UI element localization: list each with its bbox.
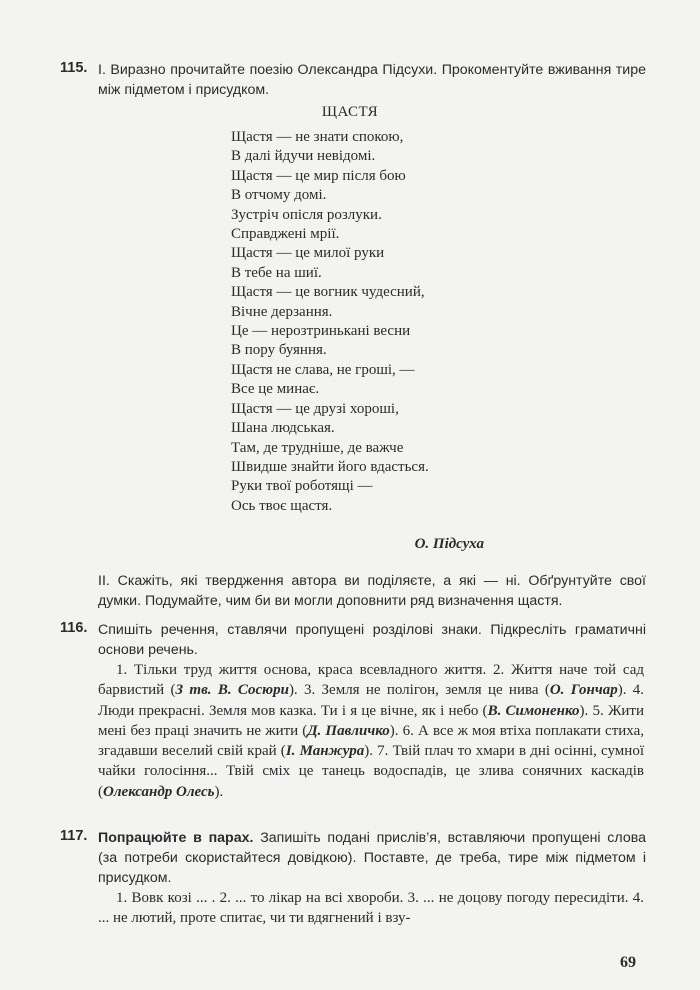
exercise-number: 115.	[60, 60, 88, 76]
exercise-instruction	[98, 828, 646, 888]
exercise-instruction: Спишіть речення, ставлячи пропущені розділові знаки. Підкресліть граматичні основи речень.	[98, 622, 646, 658]
exercise-instruction: І. Виразно прочитайте поезію Олександра Підсухи. Прокоментуйте вживання тире між підметом і присудком.	[98, 62, 646, 98]
sentence-text: ).	[214, 783, 224, 800]
citation-author: В. Симоненко	[487, 702, 580, 719]
citation-author: Олександр Олесь	[103, 783, 215, 800]
poem-line: В отчому домі.	[231, 187, 327, 204]
poem-line: Щастя — це мир після бою	[231, 167, 406, 184]
exercise-116-sentences	[98, 660, 644, 802]
exercise-117-proverbs: 1. Вовк козі ... . 2. ... то лікар на всі хвороби. 3. ... не доцову погоду пересидіти. 4. ... не лютий, проте спитає, чи ти вдягнений і взу-	[98, 890, 644, 927]
exercise-number: 116.	[60, 620, 88, 636]
poem-line: Це — нерозтринькані весни	[231, 323, 411, 340]
poem-line: Щастя — не знати спокою,	[231, 129, 404, 145]
exercise-116	[60, 620, 646, 660]
citation-author: З тв. В. Сосюри	[175, 682, 289, 699]
poem-line: Шана людськая.	[231, 420, 335, 437]
poem-line: Справджені мрії.	[231, 226, 340, 243]
poem-line: Щастя — це друзі хороші,	[231, 400, 399, 417]
poem-title: ЩАСТЯ	[321, 104, 379, 120]
sentence-text: ). 6. А все ж моя втіха поплакати стиха, згадавши веселий свій край (	[98, 722, 644, 760]
poem-line: Щастя — це вогник чудесний,	[231, 284, 425, 301]
task-label: Попрацюйте в парах.	[98, 830, 254, 846]
citation-author: І. Манжура	[285, 743, 365, 760]
sentence-text: ). 5. Жити мені без праці значить не жити (	[98, 702, 644, 739]
poem-line: Там, де трудніше, де важче	[231, 439, 404, 456]
citation-author: Д. Павличко	[307, 722, 390, 739]
poem-line: В далі йдучи невідомі.	[231, 148, 376, 165]
poem-line: В тебе на шиї.	[231, 264, 322, 281]
poem-line: В пору буяння.	[231, 342, 327, 359]
sentence-text: ). 7. Твій плач то хмари в дні осінні, сумної чайки голосіння... Твій сміх це танець водоспадів, це злива сонячних каскадів (	[98, 743, 644, 800]
instruction-text: Запишіть подані прислів’я, вставляючи пропущені слова (за потреби скористайтеся довідкою). Поставте, де треба, тире між підметом і присудком.	[98, 830, 647, 886]
exercise-115-part-2: ІІ. Скажіть, які твердження автора ви поділяєте, а які — ні. Обґрунтуйте свої думки. Подумайте, чим би ви могли доповнити ряд визначення щастя.	[98, 573, 646, 609]
sentence-text: ). 3. Земля не полігон, земля це нива (	[288, 682, 550, 699]
sentence-text: ). 4. Люди прекрасні. Земля мов казка. Ти і я це вічне, як і небо (	[98, 682, 644, 719]
page-number: 69	[620, 954, 636, 971]
sentence-text: 1. Тільки труд життя основа, краса всевладного життя. 2. Життя наче той сад барвистий (	[98, 662, 644, 699]
poem-line: Все це минає.	[231, 381, 320, 398]
poem-line: Ось твоє щастя.	[231, 497, 333, 514]
poem-line: Руки твої роботящі —	[231, 478, 373, 495]
exercise-117	[60, 828, 646, 888]
exercise-number: 117.	[60, 828, 88, 844]
poem-line: Щастя не слава, не гроші, —	[231, 361, 415, 378]
poem-line: Щастя — це милої руки	[231, 245, 385, 262]
poem-line: Зустріч опісля розлуки.	[231, 206, 382, 223]
poem-line: Швидше знайти його вдасться.	[231, 458, 429, 475]
poem	[231, 128, 429, 516]
citation-author: О. Гончар	[549, 682, 618, 699]
exercise-115	[60, 60, 646, 100]
poem-line: Вічне дерзання.	[231, 303, 333, 320]
poem-author: О. Підсуха	[414, 536, 484, 552]
